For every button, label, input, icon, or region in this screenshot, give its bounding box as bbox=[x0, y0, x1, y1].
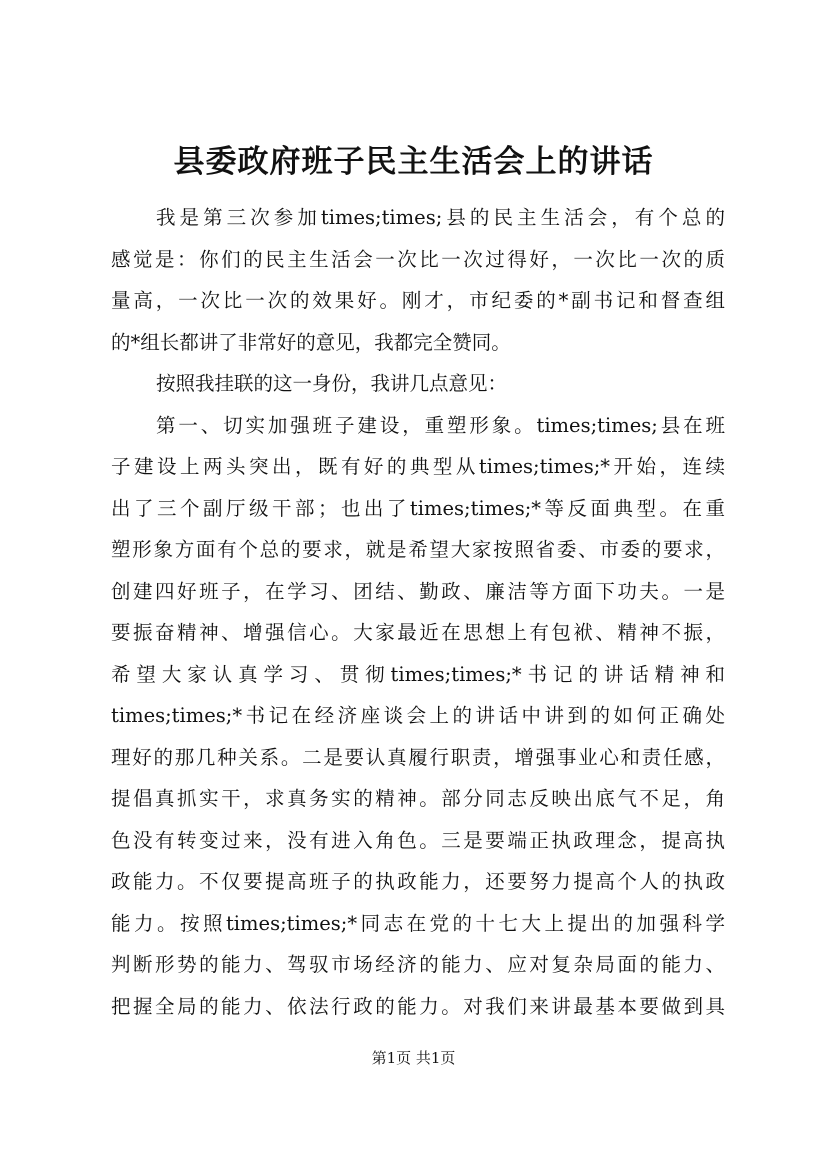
paragraph-line: 按照我挂联的这一身份，我讲几点意见： bbox=[156, 372, 508, 395]
paragraph-line: 出了三个副厅级干部；也出了times;times;*等反面典型。在重 bbox=[111, 496, 725, 520]
paragraph-line: 能力。按照times;times;*同志在党的十七大上提出的加强科学 bbox=[111, 911, 725, 935]
paragraph-line: 量高，一次比一次的效果好。刚才，市纪委的*副书记和督查组 bbox=[111, 289, 725, 312]
paragraph-line: 第一、切实加强班子建设，重塑形象。times;times;县在班 bbox=[156, 413, 725, 437]
paragraph-line: 塑形象方面有个总的要求，就是希望大家按照省委、市委的要求， bbox=[111, 538, 725, 561]
paragraph-line: 提倡真抓实干，求真务实的精神。部分同志反映出底气不足，角 bbox=[111, 787, 725, 810]
paragraph-line: 子建设上两头突出，既有好的典型从times;times;*开始，连续 bbox=[111, 455, 725, 478]
paragraph-line: 把握全局的能力、依法行政的能力。对我们来讲最基本要做到具 bbox=[111, 994, 725, 1018]
paragraph-line: 政能力。不仅要提高班子的执政能力，还要努力提高个人的执政 bbox=[111, 870, 725, 893]
page-footer: 第1页 共1页 bbox=[371, 1049, 456, 1067]
paragraph-line: 希望大家认真学习、贯彻times;times;*书记的讲话精神和 bbox=[111, 662, 725, 686]
paragraph-line: 判断形势的能力、驾驭市场经济的能力、应对复杂局面的能力、 bbox=[111, 953, 725, 976]
paragraph-line: times;times;*书记在经济座谈会上的讲话中讲到的如何正确处 bbox=[111, 704, 725, 727]
paragraph-line: 我是第三次参加times;times;县的民主生活会，有个总的 bbox=[156, 206, 725, 229]
document-body bbox=[111, 197, 725, 1027]
document-title: 县委政府班子民主生活会上的讲话 bbox=[173, 144, 654, 180]
paragraph-line: 色没有转变过来，没有进入角色。三是要端正执政理念，提高执 bbox=[111, 828, 725, 852]
paragraph-line: 理好的那几种关系。二是要认真履行职责，增强事业心和责任感， bbox=[111, 745, 725, 769]
paragraph-line: 感觉是：你们的民主生活会一次比一次过得好，一次比一次的质 bbox=[111, 247, 725, 271]
paragraph-line: 的*组长都讲了非常好的意见，我都完全赞同。 bbox=[111, 330, 511, 354]
paragraph-line: 创建四好班子，在学习、团结、勤政、廉洁等方面下功夫。一是 bbox=[111, 579, 725, 603]
paragraph-line: 要振奋精神、增强信心。大家最近在思想上有包袱、精神不振， bbox=[111, 621, 725, 644]
